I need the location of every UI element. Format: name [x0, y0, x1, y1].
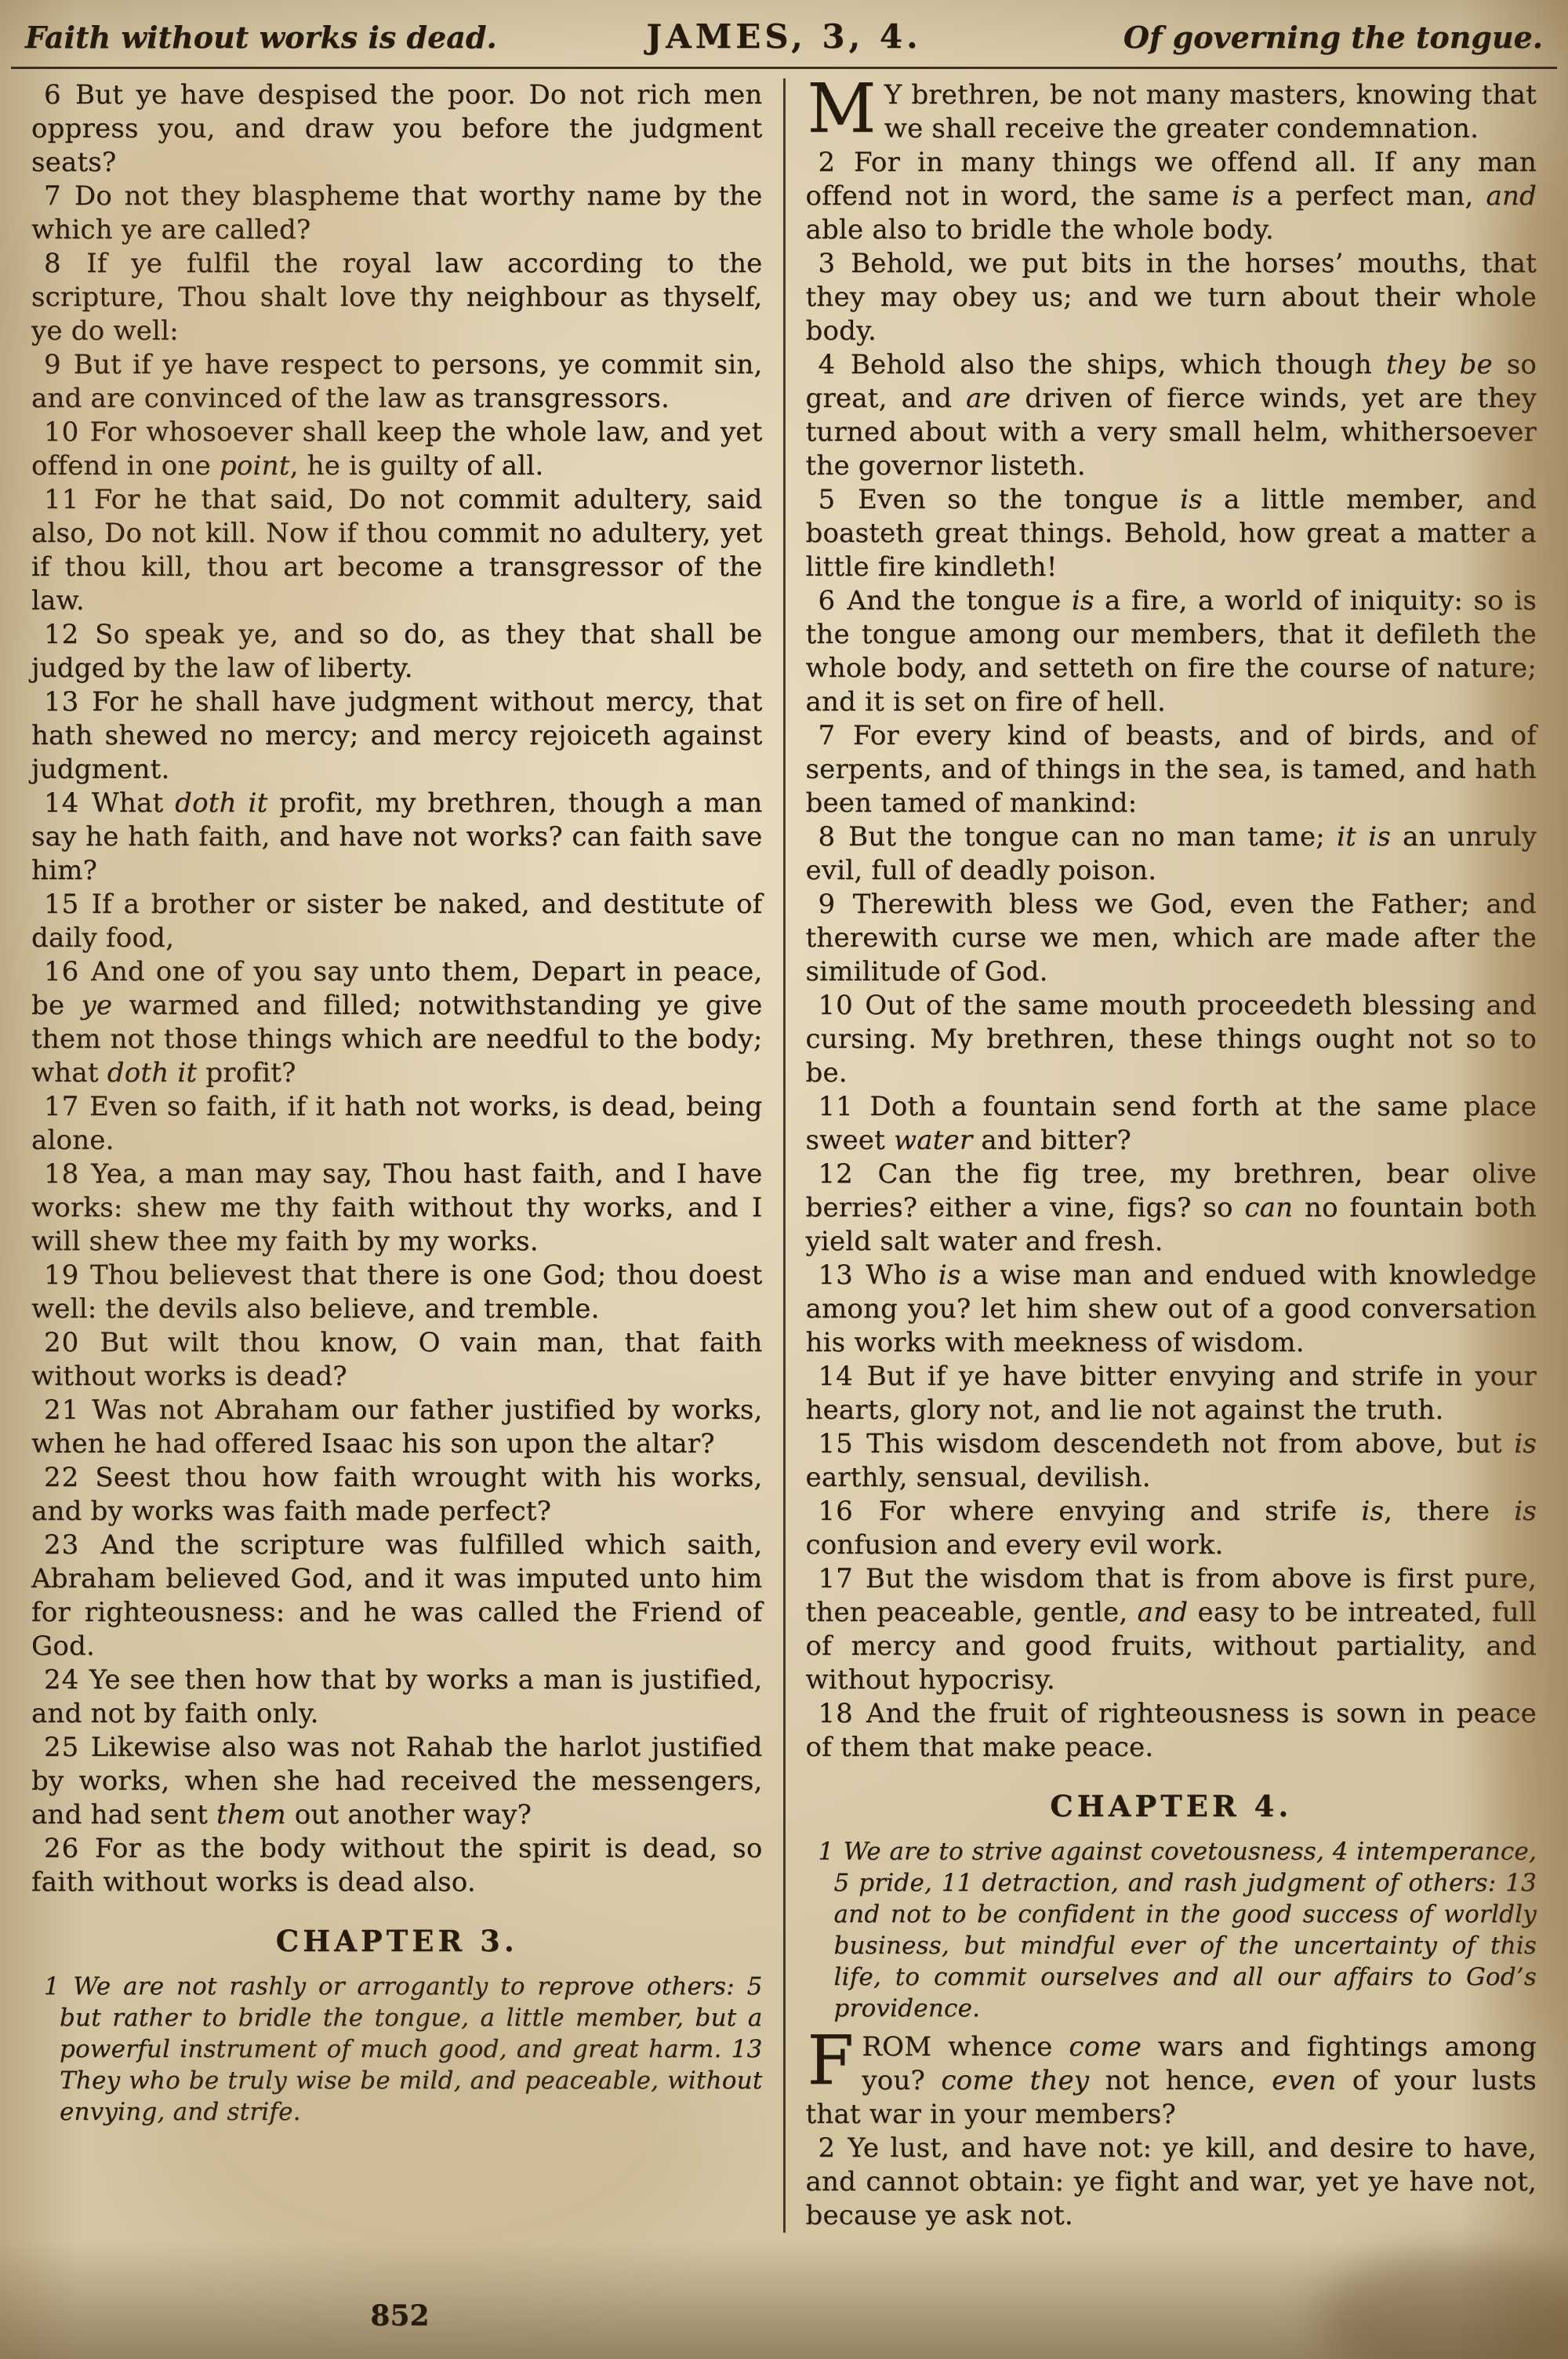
drop-cap: M [807, 70, 877, 148]
verse-number: 5 [818, 484, 858, 515]
verse: 2 For in many things we offend all. If any man offend not in word, the same is a perfect man, and able also to bridle the whole body. [805, 147, 1537, 245]
verse: 2 Ye lust, and have not: ye kill, and desire to have, and cannot obtain: ye fight and war, yet ye have not, because ye ask not. [805, 2132, 1537, 2231]
verse: 6 But ye have despised the poor. Do not rich men oppress you, and draw you before the judgment seats? [31, 79, 763, 178]
verse-number: 22 [44, 1462, 96, 1493]
chapter-heading: CHAPTER 3. [275, 1924, 518, 1958]
verse-number: 17 [44, 1091, 90, 1122]
verse-number: 2 [818, 2132, 848, 2164]
verse: 24 Ye see then how that by works a man is justified, and not by faith only. [31, 1664, 763, 1729]
verse-number: 20 [44, 1327, 100, 1358]
verse-number: 18 [44, 1158, 92, 1190]
verse-number: 10 [44, 416, 90, 448]
verse-number: 1 [44, 1972, 74, 2001]
verse: 13 Who is a wise man and endued with knowledge among you? let him shew out of a good conversation his works with meekness of wisdom. [805, 1259, 1537, 1358]
verse: 5 Even so the tongue is a little member, and boasteth great things. Behold, how great a matter a little fire kindleth! [805, 484, 1537, 583]
verse: 11 Doth a fountain send forth at the same place sweet water and bitter? [805, 1091, 1537, 1156]
verse: 13 For he shall have judgment without mercy, that hath shewed no mercy; and mercy rejoiceth against judgment. [31, 686, 763, 785]
verse: 14 What doth it profit, my brethren, though a man say he hath faith, and have not works? can faith save him? [31, 787, 763, 886]
verse: 21 Was not Abraham our father justified by works, when he had offered Isaac his son upon the altar? [31, 1394, 763, 1459]
running-head-right: Of governing the tongue. [1123, 20, 1543, 55]
verse-number: 11 [818, 1091, 870, 1122]
running-head-center: JAMES, 3, 4. [646, 17, 922, 56]
verse: 17 Even so faith, if it hath not works, is dead, being alone. [31, 1091, 763, 1156]
verse: 10 Out of the same mouth proceedeth blessing and cursing. My brethren, these things ought not so to be. [805, 990, 1537, 1089]
drop-cap: F [807, 2022, 855, 2100]
verse-number: 7 [818, 720, 853, 751]
verse: 20 But wilt thou know, O vain man, that faith without works is dead? [31, 1327, 763, 1392]
verse-number: 14 [44, 787, 92, 819]
verse-number: 16 [44, 956, 92, 987]
verse: 14 But if ye have bitter envying and strife in your hearts, glory not, and lie not against the truth. [805, 1361, 1537, 1426]
running-head-left: Faith without works is dead. [25, 20, 497, 55]
verse: 9 Therewith bless we God, even the Father; and therewith curse we men, which are made after the similitude of God. [805, 889, 1537, 987]
verse: 19 Thou believest that there is one God; thou doest well: the devils also believe, and tremble. [31, 1259, 763, 1325]
verse-number: 7 [44, 180, 74, 212]
verse: 15 If a brother or sister be naked, and destitute of daily food, [31, 889, 763, 954]
verse-number: 26 [44, 1833, 95, 1864]
verse: 16 For where envying and strife is, there is confusion and every evil work. [805, 1496, 1537, 1561]
verse: 3 Behold, we put bits in the horses’ mouths, that they may obey us; and we turn about their whole body. [805, 248, 1537, 347]
verse-number: 11 [44, 484, 94, 515]
chapter-summary: 1 We are not rashly or arrogantly to reprove others: 5 but rather to bridle the tongue, a little member, but a powerful instrument of much good, and great harm. 13 They who be truly wise be mild, and peaceable, without envying, and strife. [44, 1972, 763, 2126]
verse-number: 13 [44, 686, 93, 718]
left-column [31, 78, 783, 2233]
verse-number: 24 [44, 1664, 89, 1696]
verse: 18 And the fruit of righteousness is sown in peace of them that make peace. [805, 1698, 1537, 1763]
page-number: 852 [370, 2299, 430, 2332]
verse: 8 If ye fulfil the royal law according to the scripture, Thou shalt love thy neighbour as thyself, ye do well: [31, 248, 763, 347]
verse-number: 6 [44, 79, 75, 111]
verse-number: 12 [818, 1158, 878, 1190]
verse: 26 For as the body without the spirit is dead, so faith without works is dead also. [31, 1833, 763, 1898]
verse-number: 9 [44, 349, 74, 380]
verse: 9 But if ye have respect to persons, ye commit sin, and are convinced of the law as transgressors. [31, 349, 763, 414]
verse-number: 8 [44, 248, 87, 279]
verse-number: 13 [818, 1259, 866, 1291]
verse-number: 4 [818, 349, 851, 380]
verse: 12 Can the fig tree, my brethren, bear olive berries? either a vine, figs? so can no fountain both yield salt water and fresh. [805, 1158, 1537, 1257]
verse: 11 For he that said, Do not commit adultery, said also, Do not kill. Now if thou commit no adultery, yet if thou kill, thou art become a transgressor of the law. [31, 484, 763, 616]
verse: 7 For every kind of beasts, and of birds, and of serpents, and of things in the sea, is tamed, and hath been tamed of mankind: [805, 720, 1537, 819]
verse-number: 8 [818, 821, 849, 852]
verse-number: 16 [818, 1496, 879, 1527]
verse: 17 But the wisdom that is from above is first pure, then peaceable, gentle, and easy to be intreated, full of mercy and good fruits, without partiality, and without hypocrisy. [805, 1563, 1537, 1696]
verse-number: 10 [818, 990, 866, 1021]
verse: 18 Yea, a man may say, Thou hast faith, and I have works: shew me thy faith without thy works, and I will shew thee my faith by my works. [31, 1158, 763, 1257]
text-columns [0, 69, 1568, 2233]
verse: FROM whence come wars and fightings among you? come they not hence, even of your lusts that war in your members? [805, 2022, 1537, 2130]
verse: 6 And the tongue is a fire, a world of iniquity: so is the tongue among our members, that it defileth the whole body, and setteth on fire the course of nature; and it is set on fire of hell. [805, 585, 1537, 718]
verse: 25 Likewise also was not Rahab the harlot justified by works, when she had received the messengers, and had sent them out another way? [31, 1732, 763, 1830]
verse-number: 14 [818, 1361, 867, 1392]
verse: 15 This wisdom descendeth not from above, but is earthly, sensual, devilish. [805, 1428, 1537, 1493]
verse-number: 21 [44, 1394, 93, 1426]
verse-number: 15 [818, 1428, 867, 1459]
right-column [786, 70, 1537, 2233]
chapter-summary: 1 We are to strive against covetousness, 4 intemperance, 5 pride, 11 detraction, and rash judgment of others: 13 and not to be confident in the good success of worldly business, but mindful ever of the uncertainty of this life, to commit ourselves and all our affairs to God’s providence. [818, 1837, 1537, 2023]
verse-number: 3 [818, 248, 851, 279]
verse-number: 2 [818, 147, 854, 178]
verse: 7 Do not they blaspheme that worthy name by the which ye are called? [31, 180, 763, 245]
verse-number: 9 [818, 889, 853, 920]
verse-number: 17 [818, 1563, 866, 1594]
verse: 12 So speak ye, and so do, as they that shall be judged by the law of liberty. [31, 619, 763, 684]
verse: 8 But the tongue can no man tame; it is an unruly evil, full of deadly poison. [805, 821, 1537, 886]
verse-number: 1 [818, 1837, 844, 1866]
verse-number: 15 [44, 889, 92, 920]
verse-number: 19 [44, 1259, 91, 1291]
verse-number: 18 [818, 1698, 866, 1729]
verse-number: 25 [44, 1732, 91, 1763]
page-header [0, 0, 1568, 64]
verse: 16 And one of you say unto them, Depart in peace, be ye warmed and filled; notwithstanding ye give them not those things which are needful to the body; what doth it profit? [31, 956, 763, 1089]
chapter-heading: CHAPTER 4. [1050, 1789, 1293, 1823]
verse-number: 6 [818, 585, 848, 616]
verse: 22 Seest thou how faith wrought with his works, and by works was faith made perfect? [31, 1462, 763, 1527]
verse: 23 And the scripture was fulfilled which saith, Abraham believed God, and it was imputed unto him for righteousness: and he was called the Friend of God. [31, 1529, 763, 1662]
paper-stain [1317, 2251, 1568, 2359]
verse: 10 For whosoever shall keep the whole law, and yet offend in one point, he is guilty of all. [31, 416, 763, 482]
verse: M Y brethren, be not many masters, knowing that we shall receive the greater condemnation. [807, 70, 1537, 148]
verse-number: 12 [44, 619, 96, 650]
verse: 4 Behold also the ships, which though they be so great, and are driven of fierce winds, yet are they turned about with a very small helm, whithersoever the governor listeth. [805, 349, 1537, 482]
verse-number: 23 [44, 1529, 101, 1561]
